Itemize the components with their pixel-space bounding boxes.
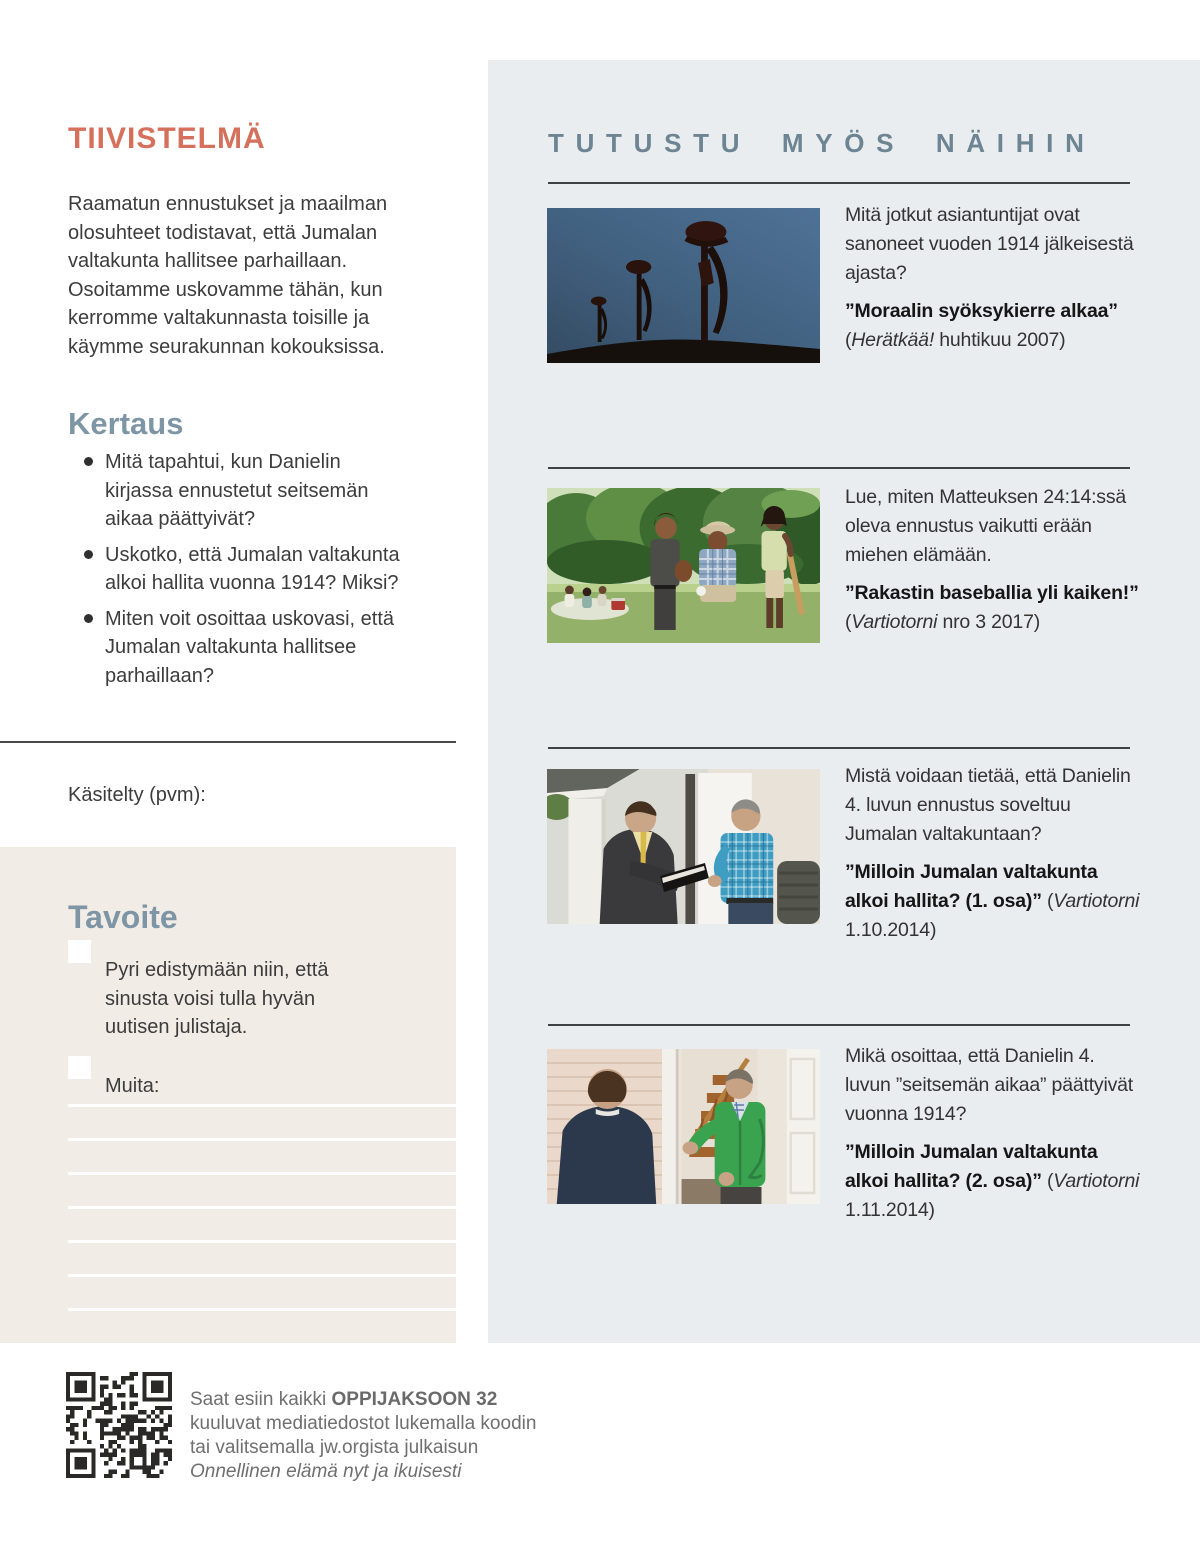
review-question: Mitä tapahtui, kun Danielin kirjassa ennustetut seitsemän aikaa päättyivät? bbox=[68, 448, 408, 534]
footer-publication-title: Onnellinen elämä nyt ja ikuisesti bbox=[190, 1461, 462, 1482]
war-memorial-rifles-image bbox=[547, 208, 820, 363]
wicker-armchair bbox=[777, 861, 820, 924]
goal-title: Tavoite bbox=[68, 898, 178, 935]
bullet-icon bbox=[84, 550, 93, 559]
divider bbox=[548, 467, 1130, 469]
explore-reference: ”Moraalin syöksykierre alkaa” (Herätkää! huhtikuu 2007) bbox=[845, 300, 1118, 351]
write-line bbox=[68, 1240, 456, 1243]
footer-line-1: Saat esiin kaikki OPPIJAKSOON 32 bbox=[190, 1389, 498, 1410]
review-question-list bbox=[68, 448, 408, 697]
left-divider bbox=[0, 741, 456, 743]
explore-panel bbox=[488, 60, 1200, 1343]
write-line bbox=[68, 1308, 456, 1311]
baseball-park-image bbox=[547, 488, 820, 643]
bullet-icon bbox=[84, 457, 93, 466]
review-question: Uskotko, että Jumalan valtakunta alkoi hallita vuonna 1914? Miksi? bbox=[68, 541, 408, 598]
explore-question: Mitä jotkut asiantuntijat ovat sanoneet vuoden 1914 jälkeisestä ajasta? bbox=[845, 204, 1134, 284]
footer-line-2: kuuluvat mediatiedostot lukemalla koodin bbox=[190, 1413, 537, 1434]
qr-code-icon bbox=[66, 1372, 172, 1478]
divider bbox=[548, 182, 1130, 184]
write-line bbox=[68, 1138, 456, 1141]
write-line bbox=[68, 1274, 456, 1277]
explore-reference: ”Rakastin baseballia yli kaiken!” (Vartiotorni nro 3 2017) bbox=[845, 582, 1139, 633]
goal-checkbox-1[interactable] bbox=[68, 940, 91, 963]
goal-box bbox=[0, 847, 456, 1343]
bible-discussion-image bbox=[547, 769, 820, 924]
summary-body: Raamatun ennustukset ja maailman olosuhteet todistavat, että Jumalan valtakunta hallitsee parhaillaan. Osoitamme uskovamme tähän, kun kerromme valtakunnasta toisille ja käymme seurakunnan kokouksissa. bbox=[68, 193, 388, 358]
explore-reference: ”Milloin Jumalan valtakunta alkoi hallita? (2. osa)” (Vartiotorni 1.11.2014) bbox=[845, 1141, 1140, 1221]
goal-other-label: Muita: bbox=[105, 1075, 160, 1097]
explore-item-1 bbox=[845, 201, 1141, 355]
divider bbox=[548, 1024, 1130, 1026]
handled-date-label: Käsitelty (pvm): bbox=[68, 784, 206, 806]
explore-item-4 bbox=[845, 1042, 1141, 1225]
explore-question: Lue, miten Matteuksen 24:14:ssä oleva ennustus vaikutti erään miehen elämään. bbox=[845, 486, 1127, 566]
goal-item-label: Pyri edistymään niin, että sinusta voisi tulla hyvän uutisen julistaja. bbox=[105, 959, 329, 1038]
write-line bbox=[68, 1172, 456, 1175]
write-line bbox=[68, 1104, 456, 1107]
bullet-icon bbox=[84, 614, 93, 623]
explore-reference: ”Milloin Jumalan valtakunta alkoi hallita? (1. osa)” (Vartiotorni 1.10.2014) bbox=[845, 861, 1140, 941]
goal-checkbox-2[interactable] bbox=[68, 1056, 91, 1079]
summary-title: TIIVISTELMÄ bbox=[68, 122, 266, 156]
explore-title: TUTUSTU MYÖS NÄIHIN bbox=[548, 127, 1096, 158]
explore-question: Mikä osoittaa, että Danielin 4. luvun ”seitsemän aikaa” päättyivät vuonna 1914? bbox=[845, 1045, 1134, 1125]
footer-line-3: tai valitsemalla jw.orgista julkaisun bbox=[190, 1437, 479, 1458]
explore-item-2 bbox=[845, 483, 1141, 637]
review-question: Miten voit osoittaa uskovasi, että Jumalan valtakunta hallitsee parhaillaan? bbox=[68, 605, 408, 691]
doorstep-conversation-image bbox=[547, 1049, 820, 1204]
explore-question: Mistä voidaan tietää, että Danielin 4. luvun ennustus soveltuu Jumalan valtakuntaan? bbox=[845, 765, 1131, 845]
footer-media-note bbox=[190, 1388, 610, 1484]
divider bbox=[548, 747, 1130, 749]
write-line bbox=[68, 1206, 456, 1209]
explore-item-3 bbox=[845, 762, 1141, 945]
review-title: Kertaus bbox=[68, 405, 184, 441]
